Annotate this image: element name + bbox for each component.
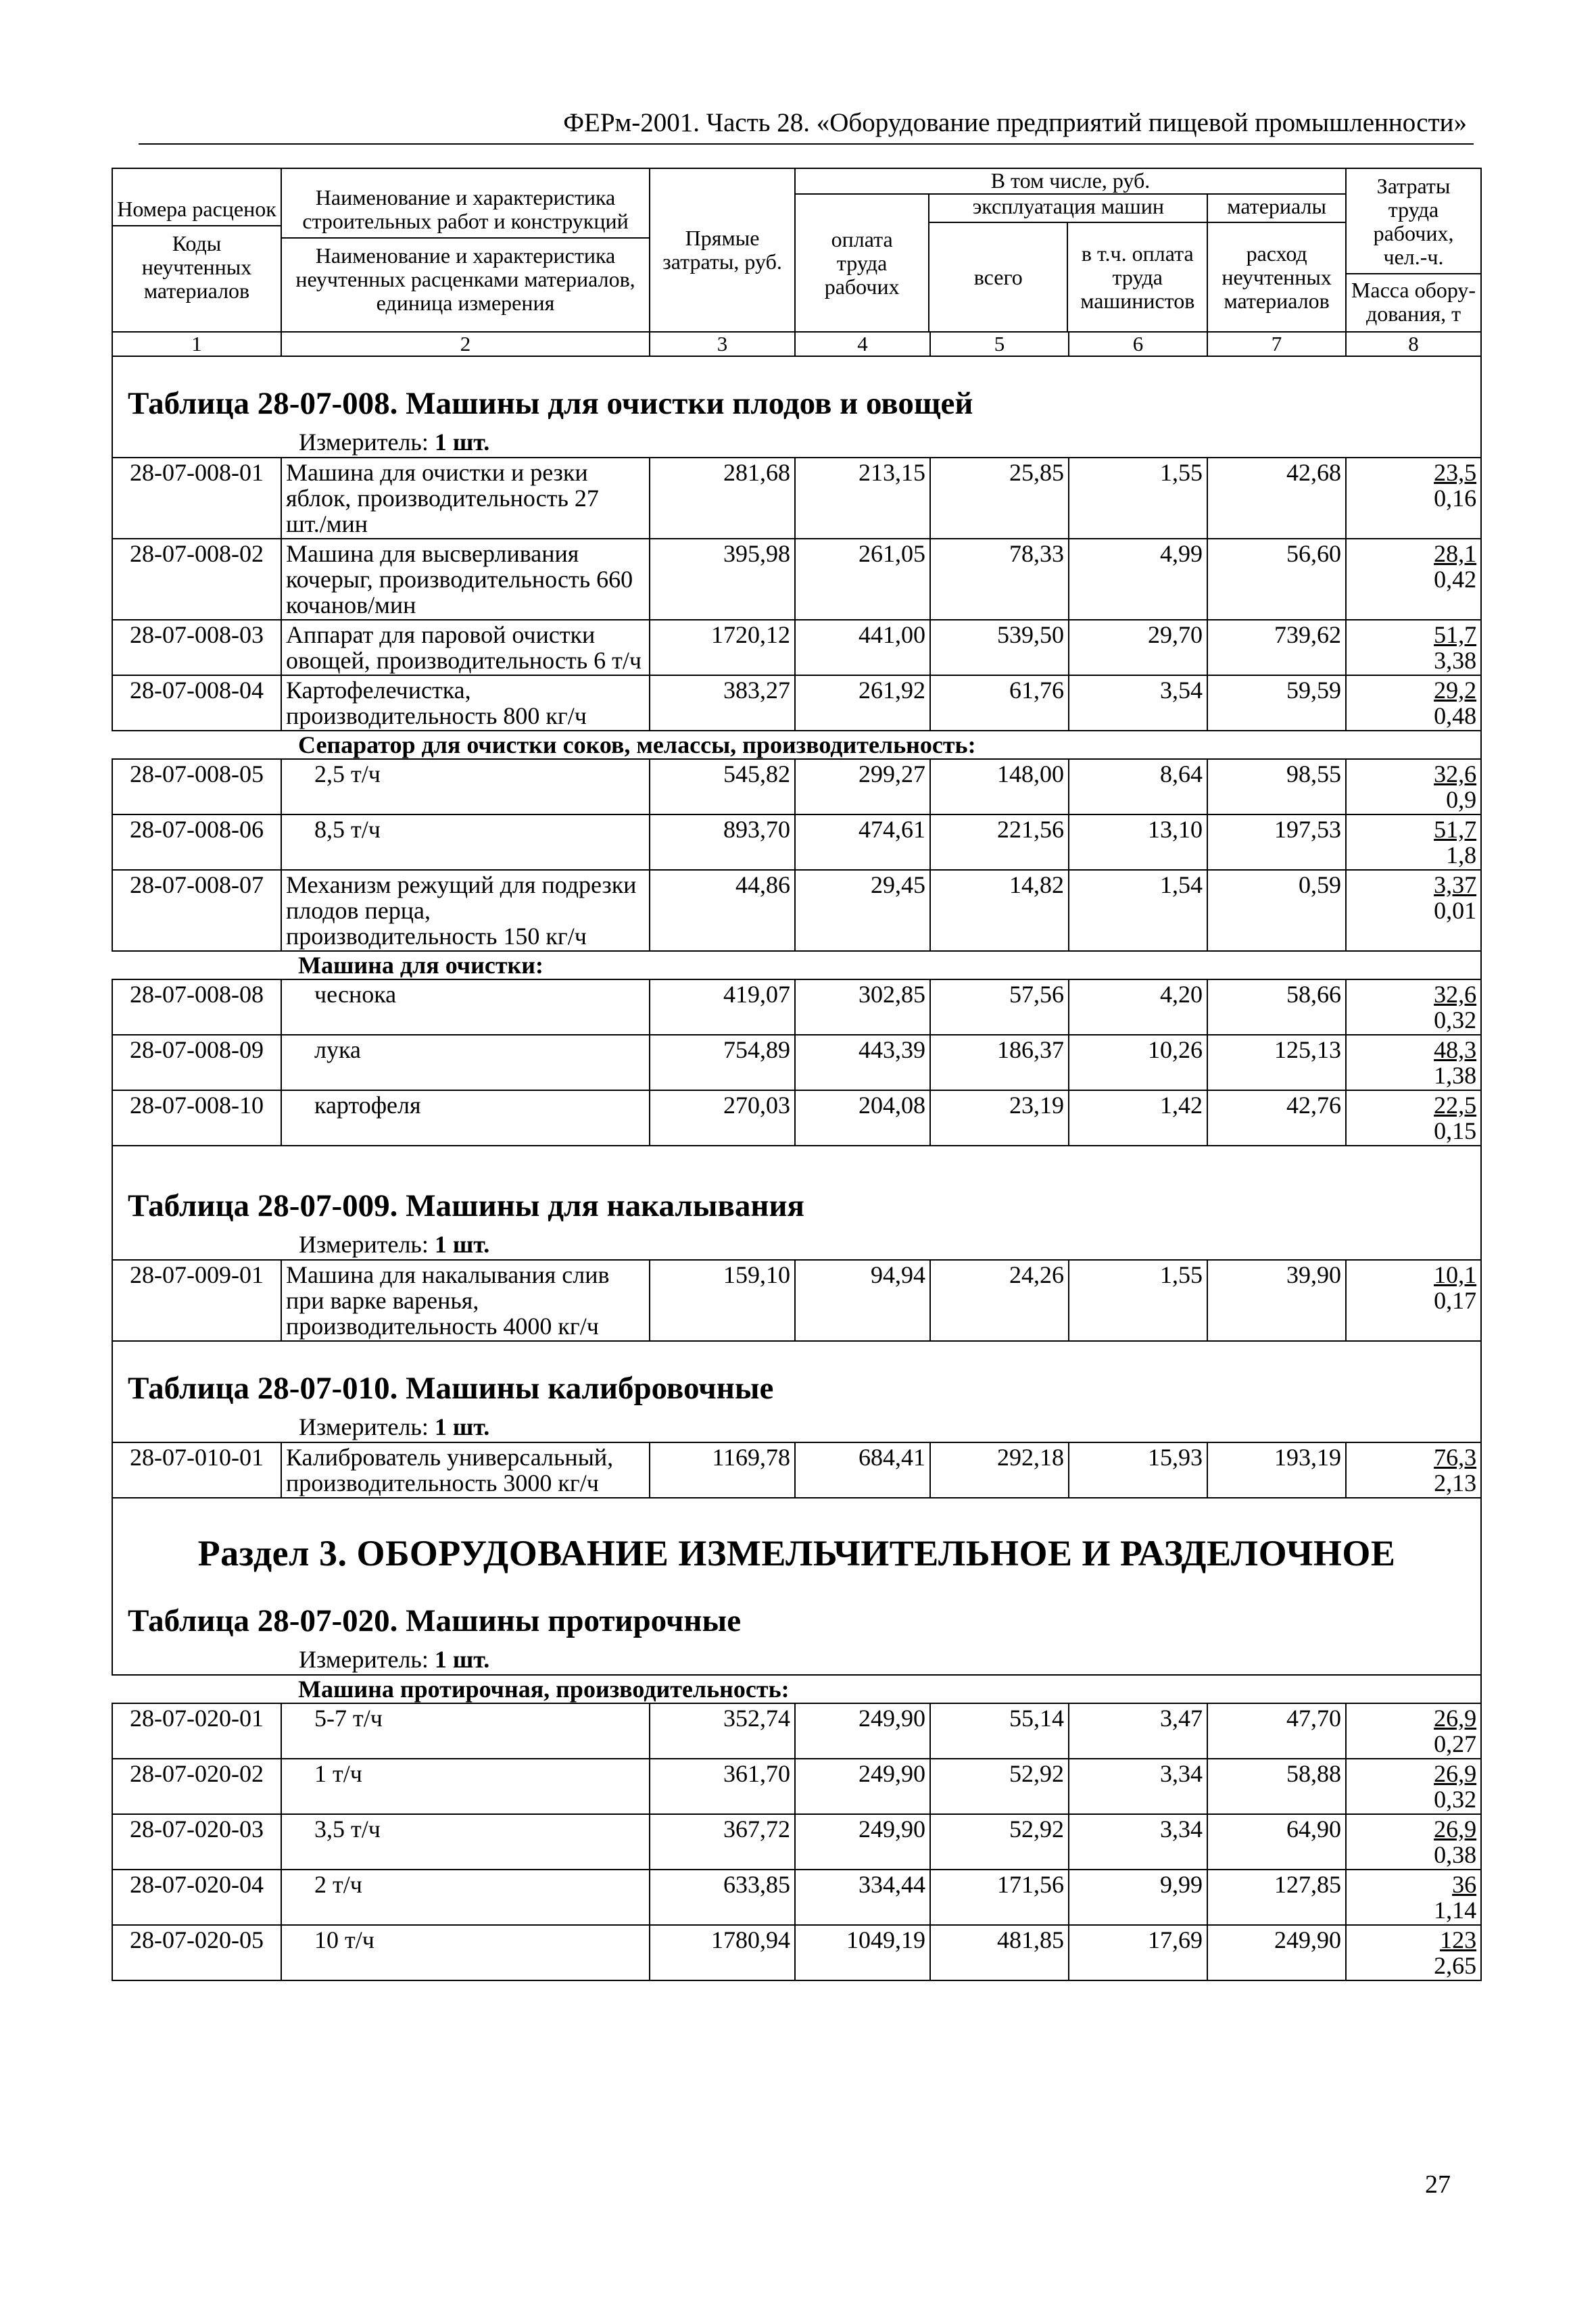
- materials: 125,13: [1207, 1035, 1346, 1090]
- machines-total: 171,56: [930, 1870, 1069, 1925]
- machines-total: 539,50: [930, 620, 1069, 675]
- equipment-mass: 3,38: [1434, 647, 1477, 674]
- col-head-machinist-pay: в т.ч. оплата труда машинистов: [1080, 241, 1195, 313]
- labor-mass: [1346, 1759, 1481, 1814]
- measure-value: 1 шт.: [434, 1231, 490, 1258]
- machinist-pay: 8,64: [1069, 759, 1207, 814]
- materials: 127,85: [1207, 1870, 1346, 1925]
- equipment-mass: 2,13: [1434, 1469, 1477, 1496]
- col-head-material-codes: Коды неучтенных материалов: [141, 231, 252, 303]
- measure-unit: [112, 1229, 1481, 1260]
- rate-code: 28-07-008-08: [112, 979, 281, 1035]
- materials: 739,62: [1207, 620, 1346, 675]
- col-head-machines-label: эксплуатация машин: [929, 195, 1207, 223]
- machinist-pay: 1,42: [1069, 1090, 1207, 1146]
- column-header: [112, 168, 1482, 357]
- rate-code: 28-07-008-09: [112, 1035, 281, 1090]
- rate-name: Механизм режущий для подрезки плодов перца, производительность 150 кг/ч: [281, 870, 650, 951]
- table-row: [112, 814, 1481, 870]
- col-head-materials: [1208, 195, 1345, 331]
- labor-pay: 441,00: [795, 620, 930, 675]
- table-title: Таблица 28-07-020. Машины протирочные: [112, 1594, 1481, 1644]
- machines-total: 52,92: [930, 1759, 1069, 1814]
- machinist-pay: 1,55: [1069, 458, 1207, 539]
- rate-code: 28-07-008-10: [112, 1090, 281, 1146]
- rate-code: 28-07-009-01: [112, 1260, 281, 1341]
- labor-hours: 26,9: [1434, 1760, 1477, 1787]
- direct-costs: 361,70: [650, 1759, 795, 1814]
- table-row: [112, 979, 1481, 1035]
- equipment-mass: 0,01: [1434, 897, 1477, 924]
- measure-row: [112, 1412, 1481, 1442]
- rate-code: 28-07-020-02: [112, 1759, 281, 1814]
- table-row: [112, 1870, 1481, 1925]
- group-label: Машина протирочная, производительность:: [112, 1675, 1481, 1703]
- equipment-mass: 0,9: [1446, 786, 1477, 813]
- materials: 42,68: [1207, 458, 1346, 539]
- materials: 42,76: [1207, 1090, 1346, 1146]
- col-head-direct-costs: Прямые затраты, руб.: [650, 168, 795, 332]
- labor-pay: 299,27: [795, 759, 930, 814]
- measure-label: Измеритель:: [299, 1231, 435, 1258]
- labor-mass: [1346, 1260, 1481, 1341]
- materials: 39,90: [1207, 1260, 1346, 1341]
- equipment-mass: 0,48: [1434, 702, 1477, 729]
- equipment-mass: 0,38: [1434, 1841, 1477, 1868]
- labor-hours: 28,1: [1434, 540, 1477, 567]
- measure-unit: [112, 1412, 1481, 1442]
- table-row: [112, 870, 1481, 951]
- table-title-row: [112, 357, 1481, 427]
- labor-mass: [1346, 870, 1481, 951]
- col-head-unaccounted-materials: расход неучтенных материалов: [1222, 241, 1332, 313]
- machinist-pay: 10,26: [1069, 1035, 1207, 1090]
- labor-mass: [1346, 458, 1481, 539]
- col-head-machines-total: всего: [929, 223, 1068, 331]
- materials: 0,59: [1207, 870, 1346, 951]
- machines-total: 25,85: [930, 458, 1069, 539]
- table-row: [112, 1090, 1481, 1146]
- labor-mass: [1346, 539, 1481, 620]
- labor-hours: 51,7: [1434, 621, 1477, 648]
- measure-value: 1 шт.: [434, 1413, 490, 1440]
- labor-hours: 36: [1452, 1871, 1477, 1898]
- table-row: [112, 1759, 1481, 1814]
- labor-pay: 249,90: [795, 1814, 930, 1870]
- group-row: [112, 951, 1481, 979]
- col-num: 5: [930, 332, 1069, 356]
- materials: 58,88: [1207, 1759, 1346, 1814]
- machines-total: 23,19: [930, 1090, 1069, 1146]
- labor-pay: 29,45: [795, 870, 930, 951]
- col-num: 1: [112, 332, 281, 356]
- rate-code: 28-07-020-01: [112, 1703, 281, 1759]
- measure-value: 1 шт.: [434, 429, 490, 456]
- direct-costs: 1780,94: [650, 1925, 795, 1980]
- machines-total: 221,56: [930, 814, 1069, 870]
- machines-total: 186,37: [930, 1035, 1069, 1090]
- col-head-labor-pay: оплата труда рабочих: [796, 195, 929, 331]
- labor-hours: 29,2: [1434, 677, 1477, 704]
- rate-code: 28-07-008-05: [112, 759, 281, 814]
- direct-costs: 419,07: [650, 979, 795, 1035]
- col-head-rate-numbers: Номера расценок: [113, 197, 281, 226]
- machinist-pay: 4,99: [1069, 539, 1207, 620]
- labor-hours: 22,5: [1434, 1092, 1477, 1119]
- rate-code: 28-07-020-05: [112, 1925, 281, 1980]
- machinist-pay: 3,34: [1069, 1814, 1207, 1870]
- labor-hours: 48,3: [1434, 1036, 1477, 1063]
- equipment-mass: 1,8: [1446, 842, 1477, 869]
- labor-mass: [1346, 1703, 1481, 1759]
- spacer-row: [112, 1146, 1481, 1159]
- direct-costs: 352,74: [650, 1703, 795, 1759]
- machines-total: 481,85: [930, 1925, 1069, 1980]
- machinist-pay: 3,47: [1069, 1703, 1207, 1759]
- section-title: Раздел 3. ОБОРУДОВАНИЕ ИЗМЕЛЬЧИТЕЛЬНОЕ И РАЗДЕЛОЧНОЕ: [112, 1498, 1481, 1594]
- labor-pay: 261,05: [795, 539, 930, 620]
- materials: 56,60: [1207, 539, 1346, 620]
- equipment-mass: 2,65: [1434, 1952, 1477, 1979]
- materials: 58,66: [1207, 979, 1346, 1035]
- col-num: 6: [1069, 332, 1207, 356]
- labor-mass: [1346, 1925, 1481, 1980]
- rate-code: 28-07-020-03: [112, 1814, 281, 1870]
- labor-mass: [1346, 814, 1481, 870]
- col-head-incl-label: В том числе, руб.: [796, 169, 1345, 195]
- table-row: [112, 1703, 1481, 1759]
- materials: 193,19: [1207, 1442, 1346, 1498]
- col-head-codes: [112, 168, 281, 332]
- labor-mass: [1346, 1035, 1481, 1090]
- equipment-mass: 0,42: [1434, 566, 1477, 593]
- group-label: Сепаратор для очистки соков, мелассы, производительность:: [112, 731, 1481, 759]
- equipment-mass: 0,32: [1434, 1006, 1477, 1033]
- labor-mass: [1346, 620, 1481, 675]
- measure-unit: [112, 1644, 1481, 1675]
- measure-row: [112, 427, 1481, 458]
- rate-name: Машина для очистки и резки яблок, производительность 27 шт./мин: [281, 458, 650, 539]
- machinist-pay: 29,70: [1069, 620, 1207, 675]
- table-title: Таблица 28-07-008. Машины для очистки плодов и овощей: [112, 357, 1481, 427]
- direct-costs: 893,70: [650, 814, 795, 870]
- machines-total: 55,14: [930, 1703, 1069, 1759]
- labor-mass: [1346, 675, 1481, 731]
- labor-mass: [1346, 759, 1481, 814]
- rate-name: Картофелечистка, производительность 800 кг/ч: [281, 675, 650, 731]
- rates-table-frame: [112, 168, 1480, 1981]
- direct-costs: 1169,78: [650, 1442, 795, 1498]
- col-head-labor-hours: Затраты труда рабочих, чел.-ч.: [1347, 174, 1480, 274]
- labor-pay: 684,41: [795, 1442, 930, 1498]
- equipment-mass: 0,17: [1434, 1287, 1477, 1314]
- labor-hours: 51,7: [1434, 816, 1477, 843]
- labor-hours: 10,1: [1434, 1261, 1477, 1288]
- materials: 47,70: [1207, 1703, 1346, 1759]
- table-row: [112, 759, 1481, 814]
- machinist-pay: 1,54: [1069, 870, 1207, 951]
- labor-pay: 302,85: [795, 979, 930, 1035]
- col-num: 2: [281, 332, 650, 356]
- machines-total: 78,33: [930, 539, 1069, 620]
- machines-total: 24,26: [930, 1260, 1069, 1341]
- direct-costs: 383,27: [650, 675, 795, 731]
- materials: 64,90: [1207, 1814, 1346, 1870]
- direct-costs: 270,03: [650, 1090, 795, 1146]
- rate-code: 28-07-010-01: [112, 1442, 281, 1498]
- rate-name: Машина для высверливания кочерыг, производительность 660 кочанов/мин: [281, 539, 650, 620]
- direct-costs: 545,82: [650, 759, 795, 814]
- col-num: 8: [1346, 332, 1481, 356]
- labor-hours: 23,5: [1434, 459, 1477, 486]
- direct-costs: 281,68: [650, 458, 795, 539]
- spacer: [112, 1146, 1481, 1159]
- rate-code: 28-07-008-07: [112, 870, 281, 951]
- direct-costs: 159,10: [650, 1260, 795, 1341]
- equipment-mass: 0,15: [1434, 1117, 1477, 1144]
- col-head-labor-mass: [1346, 168, 1481, 332]
- equipment-mass: 0,27: [1434, 1730, 1477, 1757]
- table-title-row: [112, 1159, 1481, 1229]
- col-num: 4: [795, 332, 930, 356]
- rate-code: 28-07-008-04: [112, 675, 281, 731]
- machinist-pay: 13,10: [1069, 814, 1207, 870]
- labor-pay: 204,08: [795, 1090, 930, 1146]
- labor-mass: [1346, 979, 1481, 1035]
- col-head-material-name: Наименование и характеристика неучтенных расценками материалов, единица измерения: [295, 243, 635, 315]
- group-row: [112, 731, 1481, 759]
- labor-pay: 443,39: [795, 1035, 930, 1090]
- machines-total: 57,56: [930, 979, 1069, 1035]
- labor-pay: 94,94: [795, 1260, 930, 1341]
- col-head-incl-sub: [796, 195, 1345, 331]
- rate-name: 3,5 т/ч: [281, 1814, 650, 1870]
- labor-pay: 474,61: [795, 814, 930, 870]
- measure-label: Измеритель:: [299, 1646, 435, 1673]
- materials: 98,55: [1207, 759, 1346, 814]
- rate-code: 28-07-008-03: [112, 620, 281, 675]
- machines-total: 292,18: [930, 1442, 1069, 1498]
- rate-name: 5-7 т/ч: [281, 1703, 650, 1759]
- equipment-mass: 1,38: [1434, 1062, 1477, 1089]
- table-row: [112, 675, 1481, 731]
- col-head-materials-label: материалы: [1208, 195, 1345, 223]
- labor-mass: [1346, 1814, 1481, 1870]
- col-head-work-name: Наименование и характеристика строительных работ и конструкций: [282, 186, 649, 239]
- col-head-equipment-mass: Масса обору-дования, т: [1351, 278, 1476, 326]
- machines-total: 148,00: [930, 759, 1069, 814]
- rate-name: 8,5 т/ч: [281, 814, 650, 870]
- rate-name: чеснока: [281, 979, 650, 1035]
- measure-label: Измеритель:: [299, 1413, 435, 1440]
- table-title: Таблица 28-07-010. Машины калибровочные: [112, 1341, 1481, 1412]
- direct-costs: 367,72: [650, 1814, 795, 1870]
- rate-code: 28-07-008-01: [112, 458, 281, 539]
- measure-row: [112, 1644, 1481, 1675]
- labor-pay: 1049,19: [795, 1925, 930, 1980]
- rate-name: 2 т/ч: [281, 1870, 650, 1925]
- rate-name: Калиброватель универсальный, производительность 3000 кг/ч: [281, 1442, 650, 1498]
- col-head-machines: [929, 195, 1208, 331]
- labor-pay: 249,90: [795, 1703, 930, 1759]
- table-row: [112, 1260, 1481, 1341]
- measure-label: Измеритель:: [299, 429, 435, 456]
- labor-hours: 76,3: [1434, 1444, 1477, 1471]
- table-title-row: [112, 1341, 1481, 1412]
- table-title: Таблица 28-07-009. Машины для накалывания: [112, 1159, 1481, 1229]
- col-head-names: [281, 168, 650, 332]
- direct-costs: 395,98: [650, 539, 795, 620]
- rate-name: 1 т/ч: [281, 1759, 650, 1814]
- labor-hours: 26,9: [1434, 1705, 1477, 1732]
- machinist-pay: 3,54: [1069, 675, 1207, 731]
- labor-hours: 32,6: [1434, 760, 1477, 787]
- rate-name: лука: [281, 1035, 650, 1090]
- equipment-mass: 0,16: [1434, 485, 1477, 512]
- labor-mass: [1346, 1090, 1481, 1146]
- machinist-pay: 9,99: [1069, 1870, 1207, 1925]
- group-row: [112, 1675, 1481, 1703]
- machinist-pay: 3,34: [1069, 1759, 1207, 1814]
- rate-name: картофеля: [281, 1090, 650, 1146]
- direct-costs: 754,89: [650, 1035, 795, 1090]
- labor-pay: 213,15: [795, 458, 930, 539]
- col-num: 7: [1207, 332, 1346, 356]
- equipment-mass: 1,14: [1434, 1897, 1477, 1924]
- table-row: [112, 458, 1481, 539]
- table-row: [112, 1035, 1481, 1090]
- measure-value: 1 шт.: [434, 1646, 490, 1673]
- col-head-including: [795, 168, 1346, 332]
- materials: 197,53: [1207, 814, 1346, 870]
- rates-body: [112, 357, 1482, 1981]
- rate-name: 10 т/ч: [281, 1925, 650, 1980]
- section-row: [112, 1498, 1481, 1594]
- rate-name: Аппарат для паровой очистки овощей, производительность 6 т/ч: [281, 620, 650, 675]
- labor-hours: 26,9: [1434, 1816, 1477, 1843]
- rate-name: Машина для накалывания слив при варке варенья, производительность 4000 кг/ч: [281, 1260, 650, 1341]
- table-row: [112, 1925, 1481, 1980]
- labor-hours: 123: [1440, 1926, 1477, 1953]
- labor-mass: [1346, 1870, 1481, 1925]
- equipment-mass: 0,32: [1434, 1786, 1477, 1813]
- machinist-pay: 4,20: [1069, 979, 1207, 1035]
- column-numbers: [112, 332, 1481, 356]
- measure-row: [112, 1229, 1481, 1260]
- page-number: 27: [1425, 2170, 1451, 2199]
- machinist-pay: 17,69: [1069, 1925, 1207, 1980]
- labor-hours: 3,37: [1434, 871, 1477, 898]
- labor-mass: [1346, 1442, 1481, 1498]
- running-header: ФЕРм-2001. Часть 28. «Оборудование предприятий пищевой промышленности»: [563, 108, 1467, 137]
- direct-costs: 1720,12: [650, 620, 795, 675]
- table-row: [112, 1442, 1481, 1498]
- machines-total: 52,92: [930, 1814, 1069, 1870]
- machines-total: 14,82: [930, 870, 1069, 951]
- rate-name: 2,5 т/ч: [281, 759, 650, 814]
- header-rule: [139, 143, 1474, 145]
- measure-unit: [112, 427, 1481, 458]
- direct-costs: 44,86: [650, 870, 795, 951]
- rate-code: 28-07-008-06: [112, 814, 281, 870]
- table-title-row: [112, 1594, 1481, 1644]
- machines-total: 61,76: [930, 675, 1069, 731]
- labor-pay: 334,44: [795, 1870, 930, 1925]
- table-row: [112, 620, 1481, 675]
- direct-costs: 633,85: [650, 1870, 795, 1925]
- labor-pay: 249,90: [795, 1759, 930, 1814]
- table-row: [112, 1814, 1481, 1870]
- machinist-pay: 15,93: [1069, 1442, 1207, 1498]
- table-row: [112, 539, 1481, 620]
- machinist-pay: 1,55: [1069, 1260, 1207, 1341]
- materials: 59,59: [1207, 675, 1346, 731]
- rate-code: 28-07-020-04: [112, 1870, 281, 1925]
- col-num: 3: [650, 332, 795, 356]
- labor-hours: 32,6: [1434, 981, 1477, 1008]
- group-label: Машина для очистки:: [112, 951, 1481, 979]
- labor-pay: 261,92: [795, 675, 930, 731]
- materials: 249,90: [1207, 1925, 1346, 1980]
- rate-code: 28-07-008-02: [112, 539, 281, 620]
